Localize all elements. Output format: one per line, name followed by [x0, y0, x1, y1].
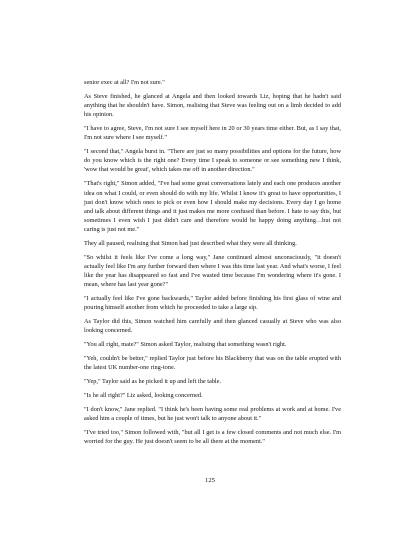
- paragraph: "I've tried too," Simon followed with, "but all I get is a few closed comments and not much else. I'm worried for the guy. He just doesn't seem to be all there at the moment.": [84, 429, 341, 446]
- paragraph: They all paused, realising that Simon had just described what they were all thinking.: [84, 239, 297, 247]
- paragraph: "Yeh, couldn't be better," replied Taylor just before his Blackberry that was on the table erupted with the latest UK number-one ring-tone.: [84, 355, 341, 372]
- paragraph: "I don't know," Jane replied. "I think he's been having some real problems at work and at home. I've asked him a couple of times, but he just won't talk to anyone about it.": [84, 406, 341, 423]
- page-number: 125: [205, 477, 215, 484]
- paragraph: "Yep," Taylor said as he picked it up and left the table.: [84, 378, 222, 386]
- paragraph: As Taylor did this, Simon watched him carefully and then glanced casually at Steve who was also looking concerned.: [84, 318, 341, 335]
- paragraph: "I have to agree, Steve, I'm not sure I see myself here in 20 or 30 years time either. But, as I say that, I'm not sure where I see myself.": [84, 125, 341, 142]
- paragraph: "Is he all right?" Liz asked, looking concerned.: [84, 392, 203, 400]
- paragraph: "That's right," Simon added, "I've had some great conversations lately and each one produces another idea on what I could, or even should do with my life. Whilst I know it's great to have opportunities, I just don't know which ones to pick or even how I should make my decisions. Every day I go home and talk about different things and it just makes me more confused than before. I hate to say this, but sometimes I even wish I just didn't care and therefore would be happy doing anything…but not caring is just not me.": [84, 180, 341, 233]
- paragraph: "You all right, mate?" Simon asked Taylor, realising that something wasn't right.: [84, 341, 287, 349]
- page-body: [84, 78, 341, 451]
- paragraph: "So whilst it feels like I've come a long way," Jane continued almost unconsciously, "it doesn't actually feel like I'm any further forward then where I was this time last year. And what's worse, I feel like the year has disappeared so fast and I've wasted time because I'm wondering where it's gone. I mean, where has last year gone?": [84, 253, 341, 289]
- paragraph: senior exec at all? I'm not sure.": [84, 79, 165, 86]
- paragraph: As Steve finished, he glanced at Angela and then looked towards Liz, hoping that he hadn't said anything that he shouldn't have. Simon, realising that Steve was feeling out on a limb decided to add his opinion.: [84, 92, 341, 119]
- paragraph: "I actually feel like I've gone backwards," Taylor added before finishing his first glass of wine and pouring himself another from which he proceeded to take a large sip.: [84, 295, 341, 312]
- paragraph: "I second that," Angela burst in. "There are just so many possibilities and options for the future, how do you know which is the right one? Every time I speak to someone or see something new I think, 'wow that would be great', which takes me off in another direction.": [84, 148, 341, 174]
